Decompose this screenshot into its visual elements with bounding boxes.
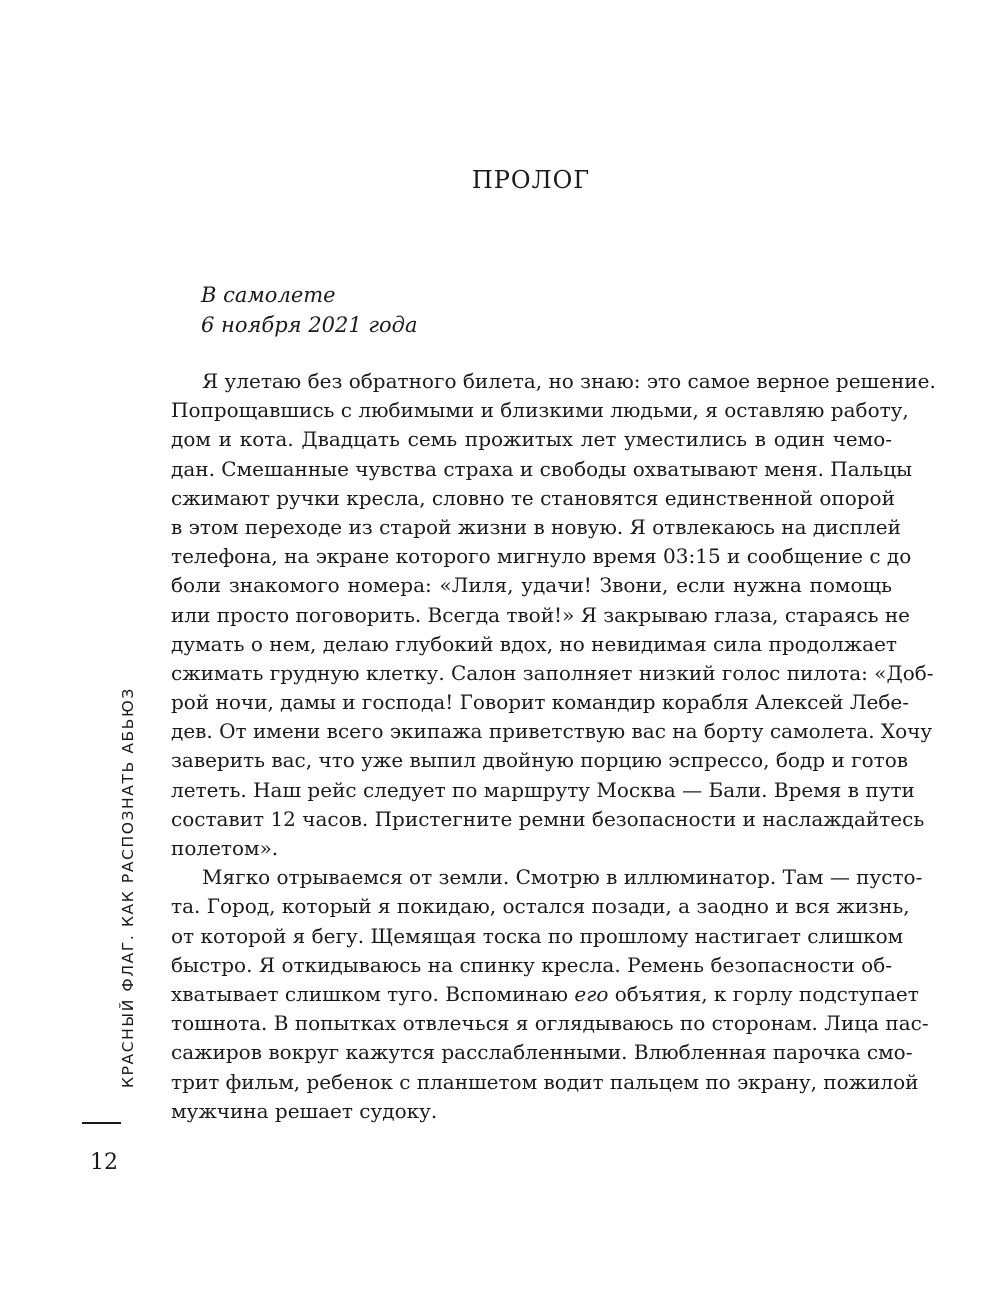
text-line: думать о нем, делаю глубокий вдох, но невидимая сила продолжает	[171, 631, 897, 656]
epigraph-date: 6 ноября 2021 года	[201, 313, 418, 337]
text-line: дом и кота. Двадцать семь прожитых лет уместились в один чемо-	[171, 427, 892, 452]
chapter-title: ПРОЛОГ	[471, 166, 591, 194]
text-line: сажиров вокруг кажутся расслабленными. Влюбленная парочка смо-	[171, 1040, 913, 1065]
body-text	[171, 367, 936, 1126]
text-line: заверить вас, что уже выпил двойную порцию эспрессо, бодр и готов	[171, 748, 909, 773]
text-line: телефона, на экране которого мигнуло время 03:15 и сообщение с до	[171, 544, 912, 569]
text-line: составит 12 часов. Пристегните ремни безопасности и наслаждайтесь	[171, 806, 925, 831]
text-line: сжимают ручки кресла, словно те становятся единственной опорой	[171, 485, 895, 510]
text-line: Попрощавшись с любимыми и близкими людьми, я оставляю работу,	[171, 398, 909, 423]
text-line: тошнота. В попытках отвлечься я оглядываюсь по сторонам. Лица пас-	[171, 1011, 929, 1036]
text-line: рой ночи, дамы и господа! Говорит командир корабля Алексей Лебе-	[171, 690, 910, 715]
text-line: лететь. Наш рейс следует по маршруту Москва — Бали. Время в пути	[171, 777, 915, 802]
text-line: трит фильм, ребенок с планшетом водит пальцем по экрану, пожилой	[171, 1069, 919, 1094]
text-line: Мягко отрываемся от земли. Смотрю в иллюминатор. Там — пусто-	[202, 865, 923, 890]
text-line: или просто поговорить. Всегда твой!» Я закрываю глаза, стараясь не	[171, 602, 911, 627]
text-line: дев. От имени всего экипажа приветствую вас на борту самолета. Хочу	[171, 719, 933, 744]
text-line: та. Город, который я покидаю, остался позади, а заодно и вся жизнь,	[171, 894, 910, 919]
text-segment: хватывает слишком туго. Вспоминаю	[171, 981, 569, 1006]
text-line: боли знакомого номера: «Лиля, удачи! Звони, если нужна помощь	[171, 573, 892, 598]
page-number: 12	[90, 1150, 118, 1175]
text-line: мужчина решает судоку.	[171, 1098, 438, 1123]
text-line: дан. Смешанные чувства страха и свободы охватывают меня. Пальцы	[171, 456, 913, 481]
emphasis-word: его	[574, 981, 609, 1006]
footer-rule	[82, 1122, 121, 1124]
epigraph-place: В самолете	[201, 283, 336, 307]
text-line: в этом переходе из старой жизни в новую. Я отвлекаюсь на дисплей	[171, 514, 901, 539]
text-line: от которой я бегу. Щемящая тоска по прошлому настигает слишком	[171, 923, 904, 948]
text-line: сжимать грудную клетку. Салон заполняет низкий голос пилота: «Доб-	[171, 660, 934, 685]
text-line-with-emphasis	[171, 980, 919, 1009]
running-head: КРАСНЫЙ ФЛАГ. КАК РАСПОЗНАТЬ АБЬЮЗ	[119, 687, 137, 1088]
text-line: Я улетаю без обратного билета, но знаю: это самое верное решение.	[202, 369, 936, 393]
text-segment: объятия, к горлу подступает	[614, 981, 919, 1006]
text-line: полетом».	[171, 836, 279, 860]
text-line: быстро. Я откидываюсь на спинку кресла. Ремень безопасности об-	[171, 952, 892, 977]
epigraph	[201, 280, 417, 340]
